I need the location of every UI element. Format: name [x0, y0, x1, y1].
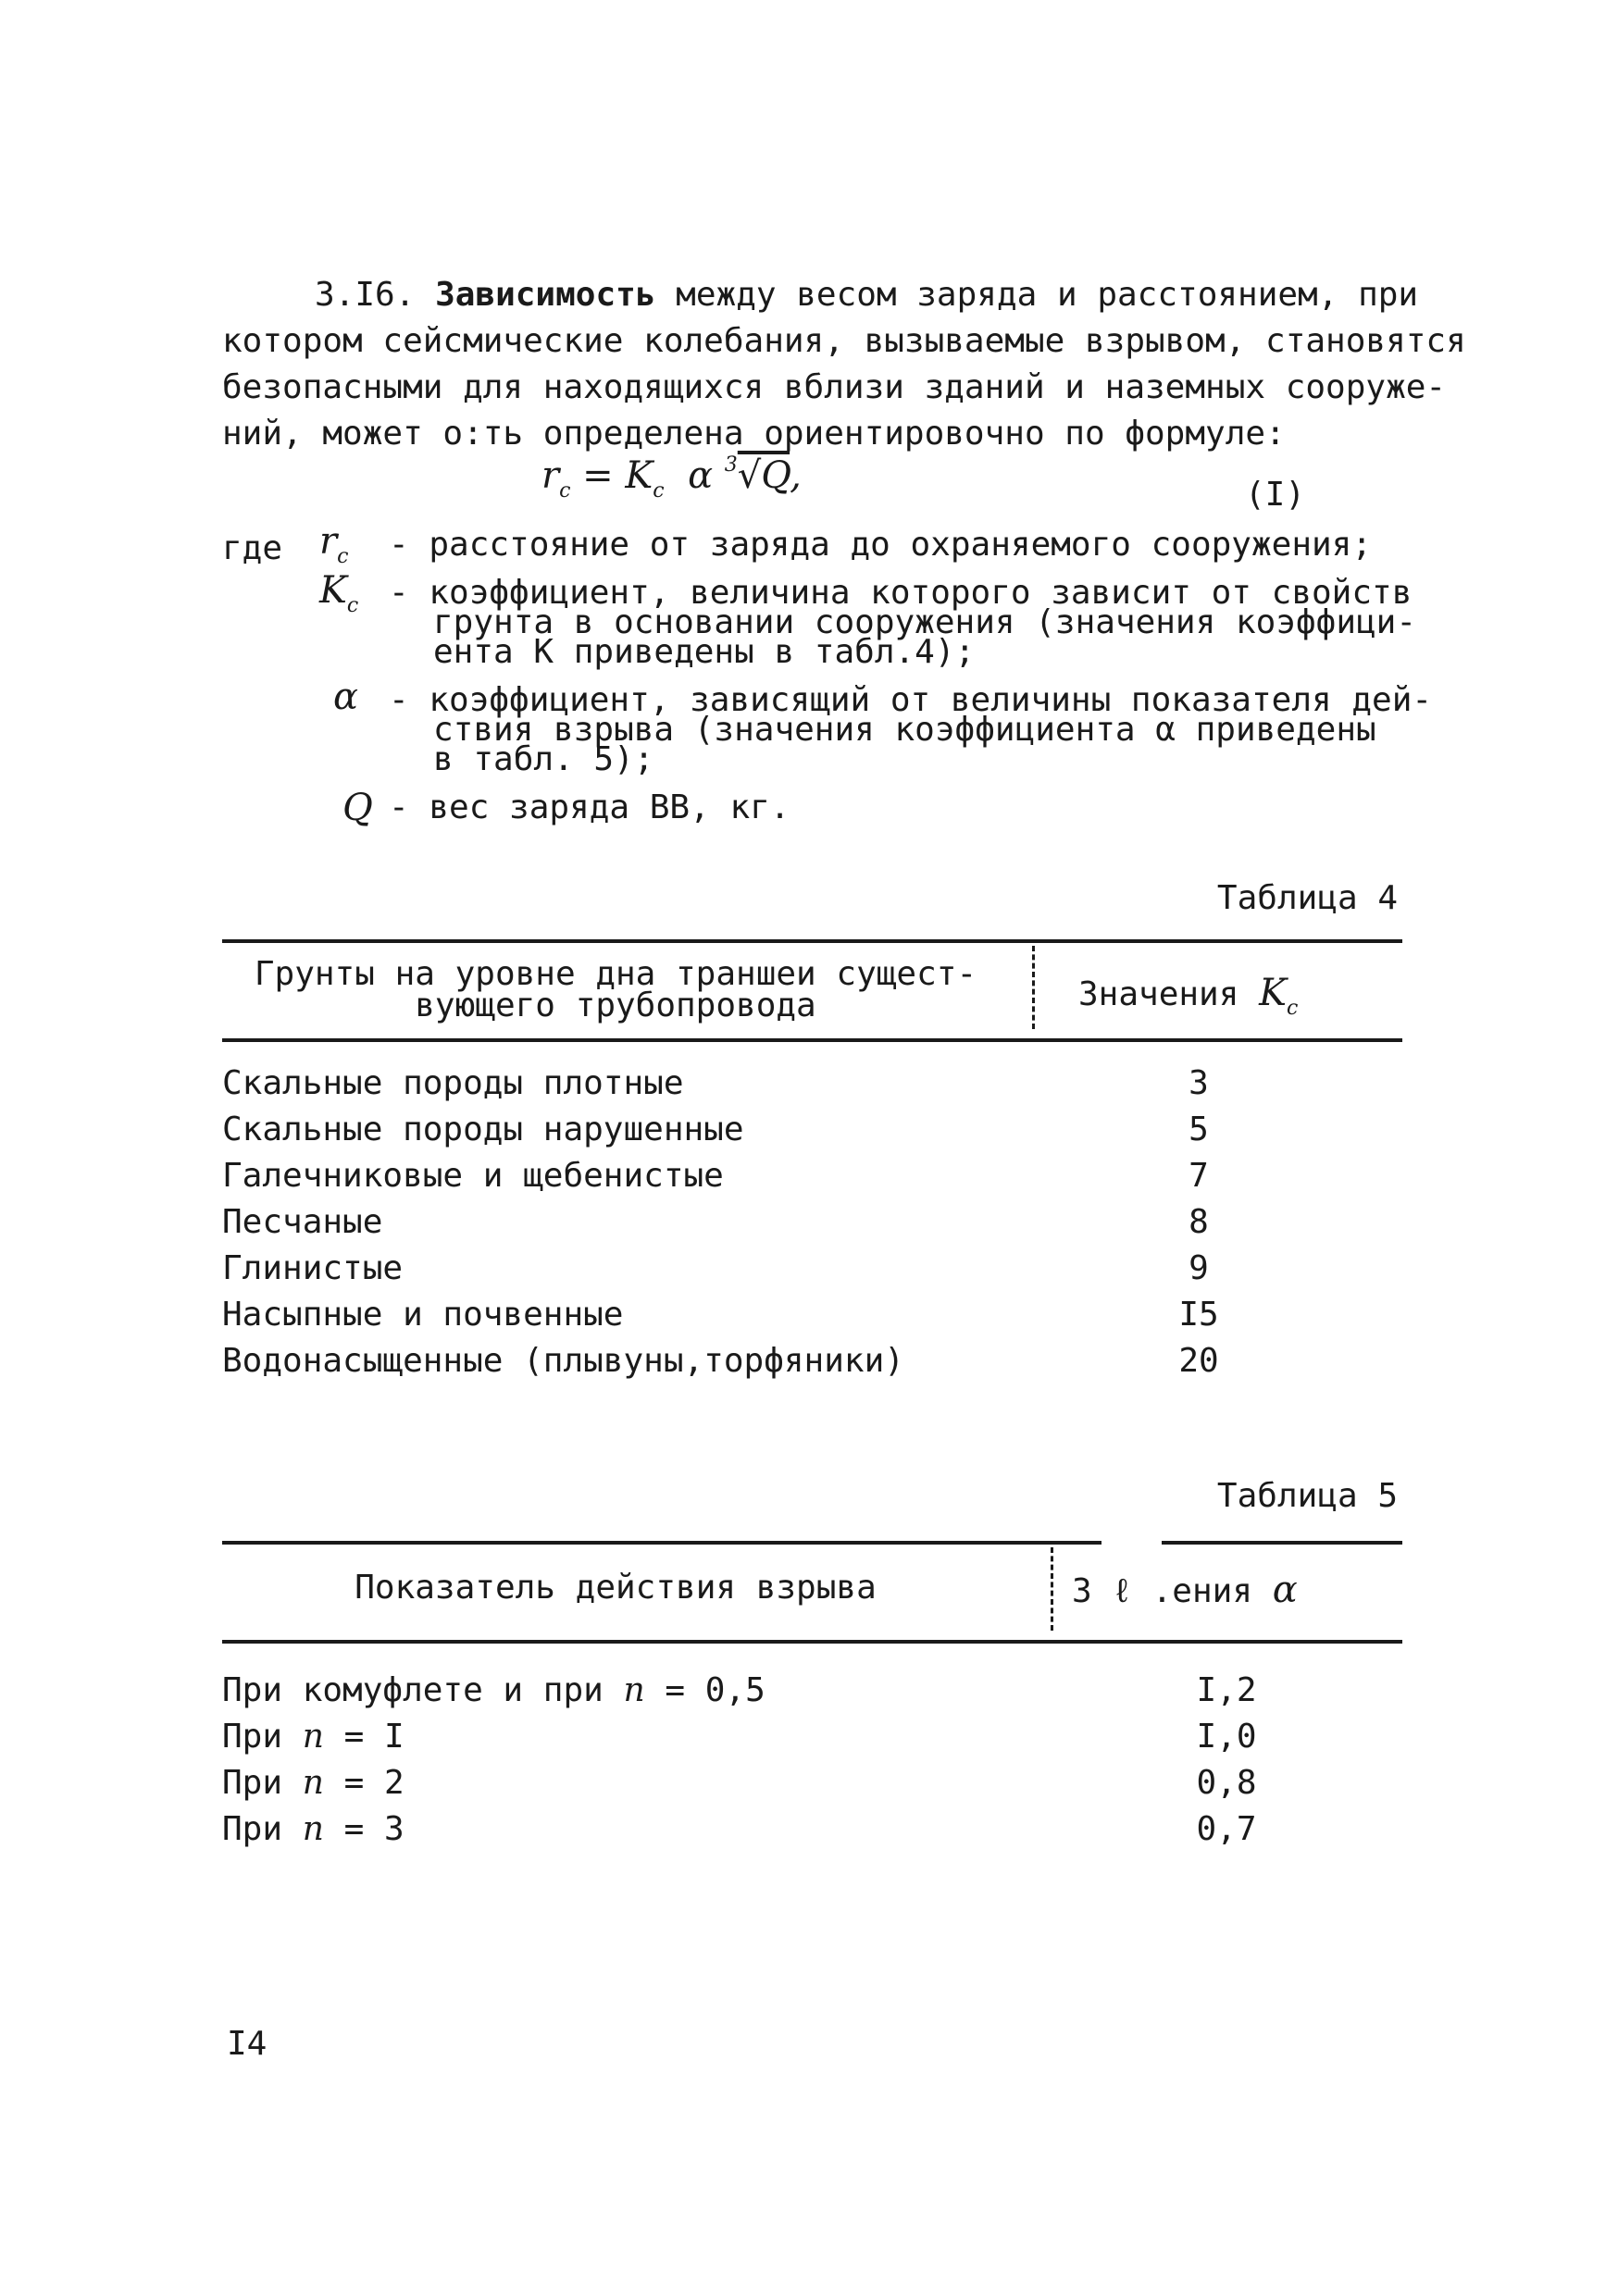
- table4-row-value: 20: [1178, 1342, 1219, 1380]
- formula-r-sub: c: [559, 479, 571, 503]
- table4-row-label: Водонасыщенные (плывуны,торфяники): [222, 1342, 904, 1380]
- table4-row-label: Скальные породы плотные: [222, 1064, 684, 1102]
- table5-row-label: При n = 2: [222, 1764, 404, 1802]
- table5-row-label: При n = 3: [222, 1810, 404, 1848]
- table4-header-col2: Значения $K_c$: [1078, 972, 1299, 1020]
- def-r-line-1: - расстояние от заряда до охраняемого сооружения;: [389, 526, 1373, 564]
- table4-row-label: Песчаные: [222, 1203, 383, 1241]
- paragraph-line-1-rest: между весом заряда и расстоянием, при: [676, 276, 1419, 314]
- table4-row-label: Насыпные и почвенные: [222, 1296, 624, 1334]
- table4-caption: Таблица 4: [1216, 879, 1398, 917]
- paragraph-line-2: котором сейсмические колебания, вызываемые взрывом, становятся: [222, 322, 1466, 360]
- def-symbol-r: $r_c$: [319, 520, 349, 568]
- table5-top-rule-left: [222, 1541, 1101, 1545]
- paragraph-line-1: [315, 276, 1418, 314]
- table4-header-col1-line2: вующего трубопровода: [415, 987, 816, 1024]
- table5-row-value: I,2: [1196, 1671, 1257, 1709]
- table4-row-value: 9: [1189, 1249, 1209, 1287]
- formula-number: (I): [1245, 476, 1306, 514]
- def-q-line-1: - вес заряда ВВ, кг.: [389, 788, 790, 826]
- def-symbol-k: $K_c$: [319, 569, 359, 617]
- formula: [541, 453, 802, 503]
- where-label: где: [222, 529, 283, 567]
- def-symbol-q: Q: [342, 787, 373, 829]
- table4-row-label: Галечниковые и щебенистые: [222, 1157, 724, 1195]
- table5-row-value: 0,8: [1196, 1764, 1257, 1802]
- table5-top-rule-right: [1162, 1541, 1402, 1545]
- table5-header-rule: [222, 1640, 1402, 1644]
- paragraph-number: 3.I6.: [315, 276, 416, 314]
- table4-row-value: I5: [1178, 1296, 1219, 1334]
- formula-alpha: α: [688, 454, 714, 497]
- page-number: I4: [227, 2025, 268, 2063]
- table4-row-value: 8: [1189, 1203, 1209, 1241]
- table4-row-label: Скальные породы нарушенные: [222, 1111, 744, 1148]
- formula-k-sub: c: [653, 479, 665, 503]
- table5-header-divider: [1051, 1547, 1053, 1631]
- table4-row-value: 5: [1189, 1111, 1209, 1148]
- paragraph-line-4: ний, может о:ть определена ориентировочно по формуле:: [222, 415, 1286, 453]
- formula-root-index: 3: [724, 453, 738, 477]
- table5-header-col1: Показатель действия взрыва: [355, 1569, 877, 1607]
- table4-header-col1-line1: Грунты на уровне дна траншеи сущест-: [254, 955, 977, 993]
- def-k-line-3: ента K приведены в табл.4);: [433, 633, 976, 671]
- def-alpha-line-2: ствия взрыва (значения коэффициента α приведены: [433, 711, 1376, 749]
- table4-top-rule: [222, 939, 1402, 943]
- table5-row-value: 0,7: [1196, 1810, 1257, 1848]
- formula-comma: ,: [790, 454, 802, 497]
- def-k-line-2: грунта в основании сооружения (значения коэффици-: [433, 603, 1417, 641]
- table4-row-value: 3: [1189, 1064, 1209, 1102]
- paragraph-lead-word: Зависимость: [435, 276, 656, 314]
- formula-root: √Q: [737, 454, 790, 497]
- def-symbol-alpha: α: [333, 676, 359, 718]
- table4-header-rule: [222, 1038, 1402, 1042]
- table5-row-value: I,0: [1196, 1718, 1257, 1756]
- formula-equals: =: [582, 454, 614, 497]
- paragraph-line-3: безопасными для находящихся вблизи зданий и наземных сооруже-: [222, 368, 1447, 406]
- def-alpha-line-1: - коэффициент, зависящий от величины показателя дей-: [389, 681, 1433, 719]
- table4-header-divider: [1032, 946, 1035, 1029]
- formula-r: r: [541, 454, 560, 497]
- def-k-line-1: - коэффициент, величина которого зависит от свойств: [389, 574, 1413, 612]
- table4-row-value: 7: [1189, 1157, 1209, 1195]
- table5-row-label: При n = I: [222, 1718, 404, 1756]
- def-alpha-line-3: в табл. 5);: [433, 740, 654, 778]
- formula-k: K: [625, 454, 653, 497]
- table4-row-label: Глинистые: [222, 1249, 404, 1287]
- table5-header-col2: З ℓ .ения α: [1072, 1569, 1298, 1611]
- table5-caption: Таблица 5: [1216, 1477, 1398, 1515]
- table5-row-label: При комуфлете и при n = 0,5: [222, 1671, 765, 1709]
